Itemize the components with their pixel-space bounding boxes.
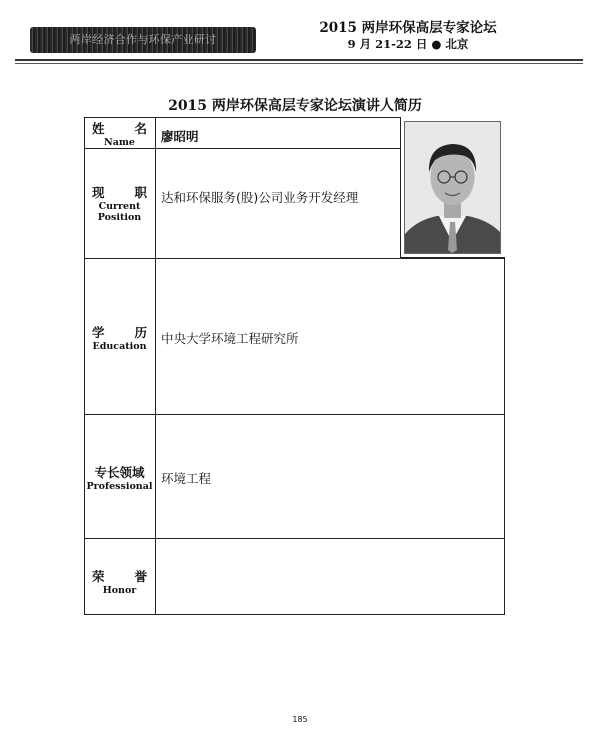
label-column-divider (155, 117, 156, 615)
speaker-photo (404, 121, 501, 254)
honor-label: 荣 誉 Honor (92, 569, 147, 596)
specialty-label: 专长领域 Professional (86, 465, 153, 492)
specialty-value: 环境工程 (161, 471, 212, 486)
education-value: 中央大学环境工程研究所 (161, 331, 299, 346)
header-banner: 两岸经济合作与环保产业研讨 (30, 27, 256, 53)
name-value: 廖昭明 (161, 129, 199, 144)
header-rule-thin (15, 63, 583, 64)
row-divider-education (84, 414, 505, 415)
row-divider-name (84, 148, 400, 149)
name-label: 姓 名 Name (92, 121, 147, 148)
forum-date: 9 月 21-22 日 ● 北京 (347, 37, 469, 51)
position-label: 现 职 Current Position (92, 185, 147, 223)
page-number: 185 (292, 715, 308, 724)
forum-title: 2015 两岸环保高层专家论坛 (319, 20, 497, 36)
row-divider-specialty (84, 538, 505, 539)
education-label: 学 历 Education (92, 325, 147, 352)
position-value: 达和环保服务(股)公司业务开发经理 (161, 190, 359, 205)
header-rule (15, 59, 583, 61)
document-title: 2015 两岸环保高层专家论坛演讲人简历 (168, 98, 422, 114)
row-divider-position (84, 258, 505, 259)
